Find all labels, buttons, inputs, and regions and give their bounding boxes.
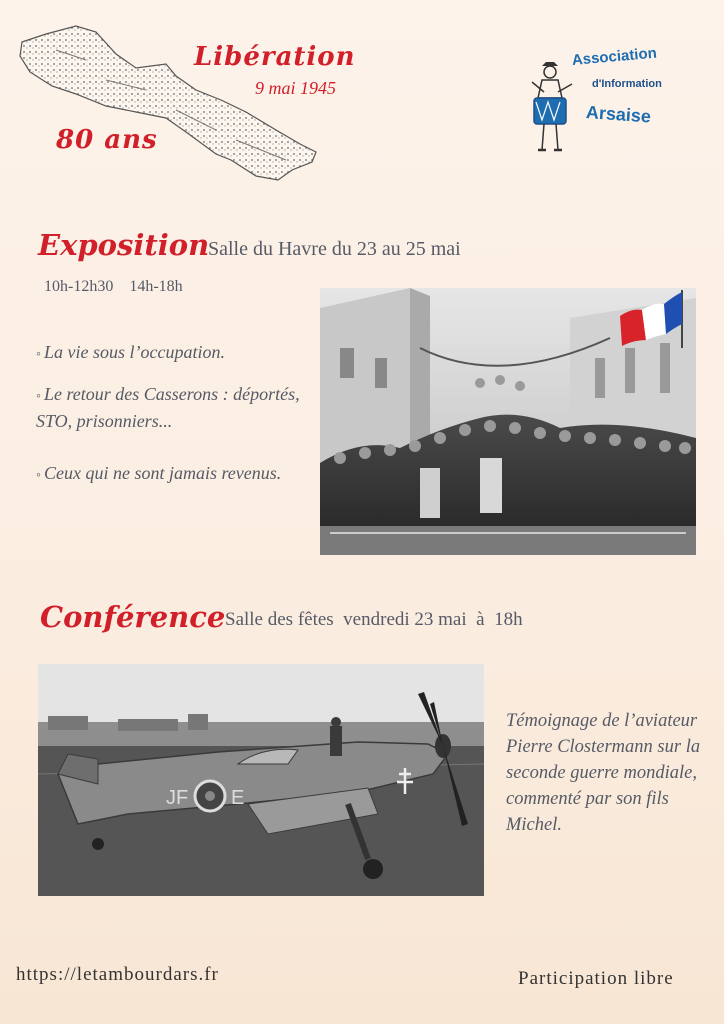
exposition-title: Exposition	[38, 228, 210, 262]
svg-text:E: E	[231, 787, 245, 809]
logo-line-3: Arsaise	[585, 102, 652, 127]
liberation-date: 9 mai 1945	[255, 78, 336, 98]
liberation-title: Libération	[194, 42, 356, 72]
participation-label: Participation libre	[518, 968, 674, 989]
conference-description: Témoignage de l’aviateur Pierre Clostermann sur la seconde guerre mondiale, commenté par son fils Michel.	[506, 711, 701, 835]
exposition-item-text: Ceux qui ne sont jamais revenus.	[43, 463, 282, 483]
exposition-hours: 10h-12h30 14h-18h	[44, 278, 183, 295]
exposition-item: ◦ Ceux qui ne sont jamais revenus.	[36, 463, 282, 483]
svg-text:JF: JF	[166, 787, 189, 809]
exposition-item: ◦ Le retour des Casserons : déportés, STO, prisonniers...	[36, 384, 300, 431]
aircraft-photo	[38, 664, 484, 896]
liberation-crowd-photo	[320, 288, 696, 555]
anniversary-label: 80 ans	[56, 125, 158, 155]
conference-title: Conférence	[40, 600, 226, 634]
exposition-item-text: La vie sous l’occupation.	[43, 342, 225, 362]
website-link[interactable]: https://letambourdars.fr	[16, 964, 219, 985]
exposition-place: Salle du Havre du 23 au 25 mai	[208, 238, 461, 260]
logo-line-1: Association	[571, 44, 658, 69]
conference-place: Salle des fêtes vendredi 23 mai à 18h	[225, 609, 523, 630]
association-logo	[528, 44, 708, 160]
exposition-item-text: Le retour des Casserons : déportés, STO, prisonniers...	[36, 384, 300, 431]
drummer-icon	[528, 62, 580, 158]
exposition-item: ◦ La vie sous l’occupation.	[36, 342, 225, 362]
logo-line-2: d'Information	[592, 78, 662, 90]
